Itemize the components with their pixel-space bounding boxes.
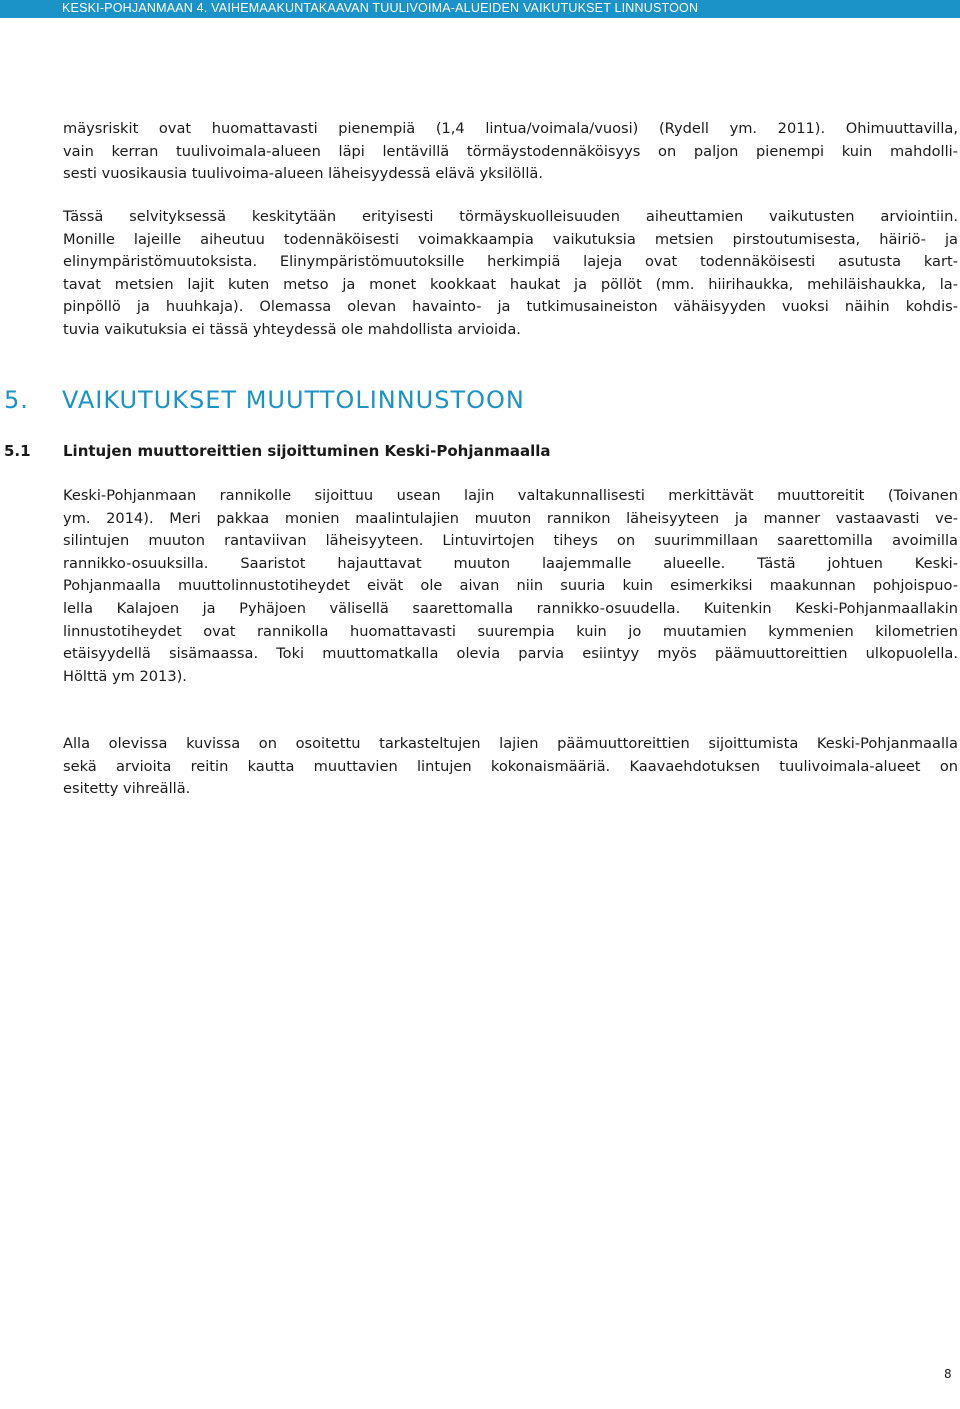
text-line: elinympäristömuutoksista. Elinympäristömuutoksille herkimpiä lajeja ovat todennäköisesti asutusta kart- <box>63 253 958 271</box>
text-line: Hölttä ym 2013). <box>63 667 187 685</box>
text-line: vain kerran tuulivoimala-alueen läpi lentävillä törmäystodennäköisyys on paljon pienempi kuin mahdolli- <box>63 142 958 160</box>
text-line: ym. 2014). Meri pakkaa monien maalintulajien muuton rannikon läheisyyteen ja manner vastaavasti ve- <box>63 509 958 527</box>
text-line: pinpöllö ja huuhkaja). Olemassa olevan havainto- ja tutkimusaineiston vähäisyyden vuoksi näihin kohdis- <box>63 298 958 316</box>
page-number: 8 <box>944 1367 952 1381</box>
subsection-heading <box>4 442 551 460</box>
running-header-title: KESKI-POHJANMAAN 4. VAIHEMAAKUNTAKAAVAN TUULIVOIMA-ALUEIDEN VAIKUTUKSET LINNUSTOON <box>62 1 699 15</box>
text-line: etäisyydellä sisämaassa. Toki muuttomatkalla olevia parvia esiintyy myös päämuuttoreittien ulkopuolella. <box>63 645 958 663</box>
section-paragraph-1 <box>63 485 958 688</box>
text-line: mäysriskit ovat huomattavasti pienempiä (1,4 lintua/voimala/vuosi) (Rydell ym. 2011). Ohimuuttavilla, <box>63 120 958 137</box>
text-line: Alla olevissa kuvissa on osoitettu tarkasteltujen lajien päämuuttoreittien sijoittumista Keski-Pohjanmaalla <box>63 735 958 752</box>
body-paragraph-2 <box>63 206 958 342</box>
body-paragraph-1 <box>63 118 958 186</box>
text-line: tuvia vaikutuksia ei tässä yhteydessä ole mahdollista arvioida. <box>63 320 521 338</box>
text-line: esitetty vihreällä. <box>63 780 191 798</box>
text-line: silintujen muuton rantaviivan läheisyyteen. Lintuvirtojen tiheys on suurimmillaan saarettomilla avoimilla <box>63 532 958 550</box>
text-line: linnustotiheydet ovat rannikolla huomattavasti suurempia kuin jo muutamien kymmenien kilometrien <box>63 622 958 640</box>
running-header-bar <box>0 0 960 18</box>
section-number: 5. <box>4 386 29 414</box>
text-line: tavat metsien lajit kuten metso ja monet kookkaat haukat ja pöllöt (mm. hiirihaukka, mehiläishaukka, la- <box>63 275 958 293</box>
section-paragraph-2 <box>63 733 958 801</box>
text-line: lella Kalajoen ja Pyhäjoen välisellä saarettomalla rannikko-osuudella. Kuitenkin Keski-Pohjanmaallakin <box>63 599 958 617</box>
text-line: sekä arvioita reitin kautta muuttavien lintujen kokonaismääriä. Kaavaehdotuksen tuulivoimala-alueet on <box>63 757 958 775</box>
text-line: Tässä selvityksessä keskitytään erityisesti törmäyskuolleisuuden aiheuttamien vaikutusten arviointiin. <box>63 208 958 225</box>
subsection-title-text: Lintujen muuttoreittien sijoittuminen Keski-Pohjanmaalla <box>63 442 551 460</box>
text-line: Keski-Pohjanmaan rannikolle sijoittuu usean lajin valtakunnallisesti merkittävät muuttoreitit (Toivanen <box>63 487 958 504</box>
text-line: Monille lajeille aiheutuu todennäköisesti voimakkaampia vaikutuksia metsien pirstoutumisesta, häiriö- ja <box>63 230 958 248</box>
subsection-number: 5.1 <box>4 442 31 460</box>
section-title-text: VAIKUTUKSET MUUTTOLINNUSTOON <box>62 386 525 414</box>
text-line: Pohjanmaalla muuttolinnustotiheydet eivät ole aivan niin suuria kuin esimerkiksi maakunnan pohjoispuo- <box>63 577 958 595</box>
text-line: rannikko-osuuksilla. Saaristot hajauttavat muuton laajemmalle alueelle. Tästä johtuen Keski- <box>63 554 958 572</box>
section-heading <box>4 386 525 414</box>
text-line: sesti vuosikausia tuulivoima-alueen läheisyydessä elävä yksilöllä. <box>63 165 543 183</box>
